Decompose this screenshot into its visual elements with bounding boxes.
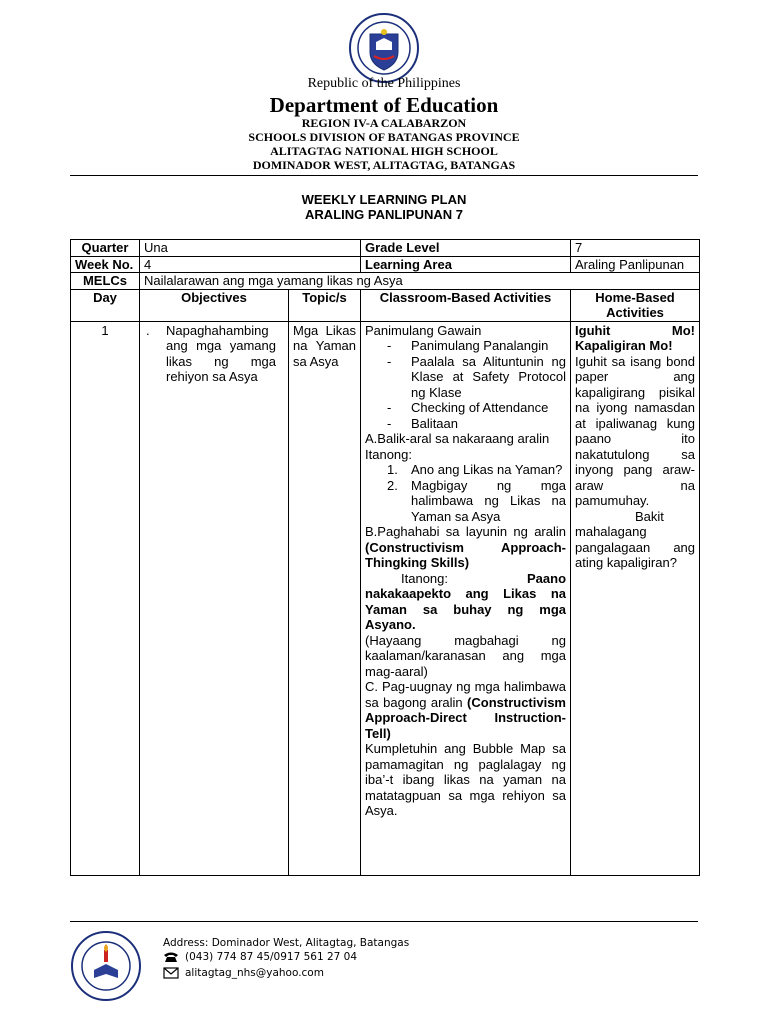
school-logo [70,930,142,1002]
objectives-cell [140,321,289,875]
learning-area-value: Araling Panlipunan [571,256,700,273]
email-icon [163,966,179,978]
paghahabi-question-block [365,571,566,633]
melcs-label: MELCs [71,273,140,290]
list-item: - Panimulang Panalangin [387,338,549,353]
quarter-label: Quarter [71,240,140,257]
deped-seal [348,12,420,84]
region-line: REGION IV-A CALABARZON [301,116,467,130]
quarter-value: Una [140,240,361,257]
topics-cell [289,321,361,875]
plan-subject: ARALING PANLIPUNAN 7 [305,207,463,222]
list-item: - Checking of Attendance [387,400,549,415]
classroom-header: Classroom-Based Activities [361,289,571,321]
paghahabi-itanong: Itanong: [401,570,449,586]
learning-area-label: Learning Area [361,256,571,273]
week-row [71,256,700,273]
header-divider [70,175,698,176]
objectives-header: Objectives [140,289,289,321]
bubble-map-instruction: Kumpletuhin ang Bubble Map sa pamamagitan ng paglalagay ng iba’-t ibang likas na yaman na matatagpuan sa mga rehiyon sa Asya. [365,741,567,818]
paghahabi-block [365,524,566,571]
pag-uugnay-block [365,679,566,741]
objective-text: Napaghahambing ang mga yamang likas ng mga rehiyon sa Asya [166,322,276,384]
home-header: Home-Based Activities [571,289,700,321]
pag-uugnay-label: C. Pag-uugnay ng mga halimbawa sa bagong aralin [365,679,567,710]
phone-icon [163,950,179,962]
topic-text: Mga Likas na Yaman sa Asya [293,322,357,369]
school-line: ALITAGTAG NATIONAL HIGH SCHOOL [270,144,498,158]
list-item: 2. Magbigay ng mga halimbawa ng Likas na Yaman sa Asya [387,477,567,524]
itanong-label: Itanong: [365,446,413,462]
classroom-cell [361,321,571,875]
learning-plan-table [70,239,700,876]
table-row [71,321,700,875]
list-item: - Balitaan [387,415,458,431]
melcs-row [71,273,700,290]
classroom-intro: Panimulang Gawain [365,322,482,338]
topics-header: Topic/s [289,289,361,321]
address-line: DOMINADOR WEST, ALITAGTAG, BATANGAS [252,158,516,172]
plan-title: WEEKLY LEARNING PLAN [301,192,467,207]
day-number: 1 [101,322,109,338]
week-value: 4 [140,256,361,273]
home-activity-question: Bakit mahalagang pangalagaan ang ating kapaligiran? [575,508,696,570]
pag-uugnay-approach: (Constructivism Approach-Direct Instruction-Tell) [365,694,567,741]
day-cell [71,321,140,875]
objective-marker: . [146,322,150,338]
balik-aral-label: A.Balik-aral sa nakaraang aralin [365,431,550,446]
republic-line: Republic of the Philippines [307,76,461,91]
column-header-row [71,289,700,321]
paghahabi-question: Paano nakakaapekto ang Likas na Yaman sa buhay ng mga Asyano. [365,570,567,632]
division-line: SCHOOLS DIVISION OF BATANGAS PROVINCE [248,130,520,144]
list-item: 1. Ano ang Likas na Yaman? [387,462,563,477]
melcs-value: Nailalarawan ang mga yamang likas ng Asya [140,273,700,290]
week-label: Week No. [71,256,140,273]
paghahabi-label: B.Paghahabi sa layunin ng aralin [365,524,567,539]
quarter-row [71,240,700,257]
paghahabi-approach: (Constructivism Approach-Thingking Skills) [365,539,567,570]
grade-level-label: Grade Level [361,240,571,257]
day-header: Day [71,289,140,321]
footer-email: alitagtag_nhs@yahoo.com [185,967,324,979]
footer-phone: (043) 774 87 45/0917 561 27 04 [185,951,358,963]
department-title: Department of Education [269,93,499,117]
paghahabi-note: (Hayaang magbahagi ng kaalaman/karanasan ang mga mag-aaral) [365,632,567,679]
list-item: - Paalala sa Alituntunin ng Klase at Safety Protocol ng Klase [387,353,567,400]
footer-divider [70,921,698,922]
home-activity-text: Iguhit sa isang bond paper ang kapaligirang pisikal na iyong namasdan at ipaliwanag kung paano ito nakatutulong sa inyong pang araw-araw na pamumuhay. [575,353,696,508]
home-activity-title: Iguhit Mo! Kapaligiran Mo! [575,322,696,353]
home-cell [571,321,700,875]
grade-level-value: 7 [571,240,700,257]
footer-address: Address: Dominador West, Alitagtag, Batangas [163,937,410,949]
